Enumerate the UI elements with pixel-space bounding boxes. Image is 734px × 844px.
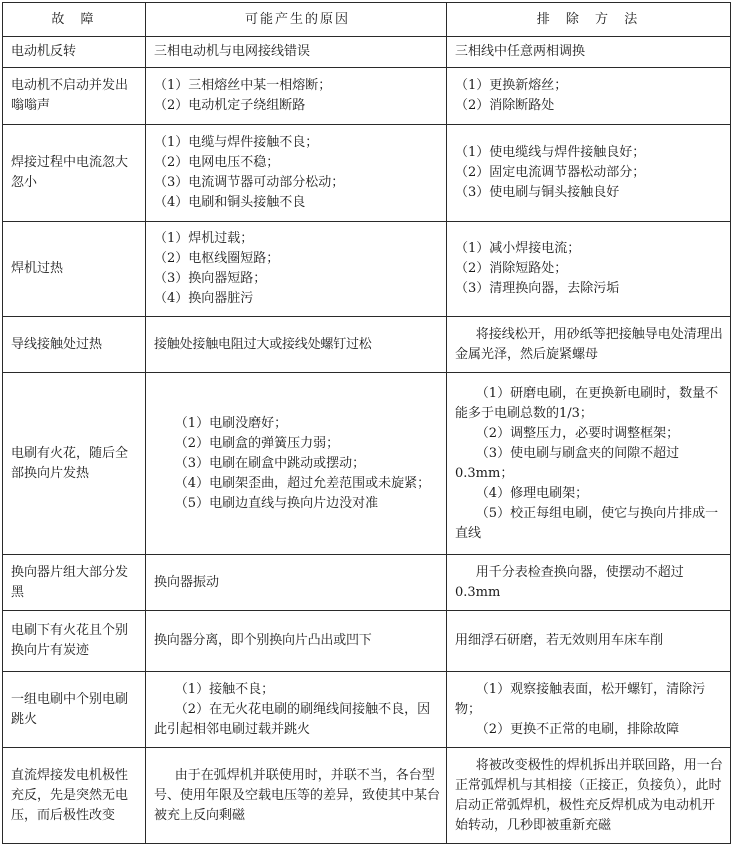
cause-line: （1）电缆与焊件接触不良； [154,135,319,150]
table-row [3,373,731,555]
fault-cell: 焊接过程中电流忽大忽小 [3,125,146,222]
cause-line: （1）接触不良； [174,681,275,697]
cause-line: （1）焊机过载； [154,231,254,246]
table-row [3,317,731,373]
remedy-line: （2）调整压力，必要时调整框架； [475,425,680,441]
remedy-line: 三相线中任意两相调换 [455,44,586,59]
remedies-cell: 将接线松开，用砂纸等把接触导电处清理出金属光泽，然后旋紧螺母 [447,317,731,373]
table-row [3,37,731,68]
fault-cell: 焊机过热 [3,222,146,317]
remedy-line: （1）研磨电刷，在更换新电刷时，数量不能多于电刷总数的1/3； [455,385,719,421]
cause-line: （5）电刷边直线与换向片边没对准 [174,495,379,511]
header-remedies: 排 除 方 法 [447,3,731,37]
cause-line: 换向器振动 [154,574,220,590]
table-row [3,68,731,125]
remedies-cell: 将被改变极性的焊机拆出并联回路，用一台正常弧焊机与其相接（正接正，负接负），此时启动正常弧焊机，极性充反焊机成为电动机开始转动，几秒即被重新充磁 [447,748,731,844]
causes-cell [146,125,447,222]
cause-line: （3）电流调节器可动部分松动； [154,175,345,190]
header-causes: 可能产生的原因 [146,3,447,37]
cause-line: 接触处接触电阻过大或接线处螺钉过松 [154,336,372,352]
remedy-line: （1）更换新熔丝； [455,78,568,93]
remedies-cell: 用千分表检查换向器，使摆动不超过0.3mm [447,555,731,611]
causes-cell [146,37,447,68]
causes-cell [146,373,447,555]
causes-cell: 由于在弧焊机并联使用时，并联不当，各台型号、使用年限及空载电压等的差异，致使其中某台被充上反向剩磁 [146,748,447,844]
causes-cell [146,317,447,373]
cause-line: （4）换向器脏污 [154,291,254,306]
cause-line: （2）在无火花电刷的刷绳线间接触不良，因此引起相邻电刷过载并跳火 [154,701,431,737]
cause-line: （4）电刷架歪曲，超过允差范围或未旋紧； [174,475,431,491]
fault-cell: 电刷有火花，随后全部换向片发热 [3,373,146,555]
fault-cell: 导线接触处过热 [3,317,146,373]
causes-cell [146,222,447,317]
remedies-cell [447,611,731,672]
cause-line: （1）电刷没磨好； [174,415,288,431]
remedies-cell [447,125,731,222]
remedies-cell [447,373,731,555]
remedy-line: （1）使电缆线与焊件接触良好； [455,145,646,160]
header-fault: 故 障 [3,3,146,37]
fault-table [2,2,731,844]
causes-cell [146,611,447,672]
remedies-cell [447,68,731,125]
remedy-line: （1）观察接触表面，松开螺钉，清除污物； [455,681,706,717]
remedies-cell [447,672,731,748]
table-row [3,748,731,844]
remedy-line: （3）清理换向器，去除污垢 [455,281,620,296]
cause-line: 三相电动机与电网接线错误 [154,44,311,59]
remedies-cell [447,222,731,317]
cause-line: （4）电刷和铜头接触不良 [154,195,306,210]
cause-line: （1）三相熔丝中某一相熔断； [154,78,332,93]
fault-cell: 直流焊接发电机极性充反，先是突然无电压，而后极性改变 [3,748,146,844]
remedies-cell [447,37,731,68]
fault-cell: 电动机反转 [3,37,146,68]
table-header-row [3,3,731,37]
causes-cell [146,555,447,611]
cause-line: （2）电动机定子绕组断路 [154,98,306,113]
fault-cell: 一组电刷中个别电刷跳火 [3,672,146,748]
remedy-line: （2）消除断路处 [455,98,555,113]
remedy-line: （5）校正每组电刷，使它与换向片排成一直线 [455,505,719,541]
cause-line: 换向器分离，即个别换向片凸出或凹下 [154,633,372,648]
remedy-line: （2）更换不正常的电刷，排除故障 [475,721,680,737]
table-row [3,222,731,317]
causes-cell [146,672,447,748]
remedy-line: （4）修理电刷架； [475,485,589,501]
table-row [3,672,731,748]
cause-line: （3）电刷在刷盒中跳动或摆动； [174,455,366,471]
remedy-line: 用细浮石研磨，若无效则用车床车削 [455,633,664,648]
table-row [3,611,731,672]
cause-line: （3）换向器短路； [154,271,267,286]
remedy-line: （2）固定电流调节器松动部分； [455,165,646,180]
cause-line: （2）电枢线圈短路； [154,251,280,266]
remedy-line: （2）消除短路处； [455,261,568,276]
fault-cell: 电动机不启动并发出嗡嗡声 [3,68,146,125]
fault-cell: 电刷下有火花且个别换向片有炭迹 [3,611,146,672]
causes-cell [146,68,447,125]
remedy-line: （3）使电刷与刷盒夹的间隙不超过0.3mm； [455,445,680,481]
table-row [3,125,731,222]
remedy-line: （1）减小焊接电流； [455,241,581,256]
remedy-line: （3）使电刷与铜头接触良好 [455,185,620,200]
fault-cell: 换向器片组大部分发黑 [3,555,146,611]
cause-line: （2）电网电压不稳； [154,155,280,170]
cause-line: （2）电刷盒的弹簧压力弱； [174,435,340,451]
table-row [3,555,731,611]
